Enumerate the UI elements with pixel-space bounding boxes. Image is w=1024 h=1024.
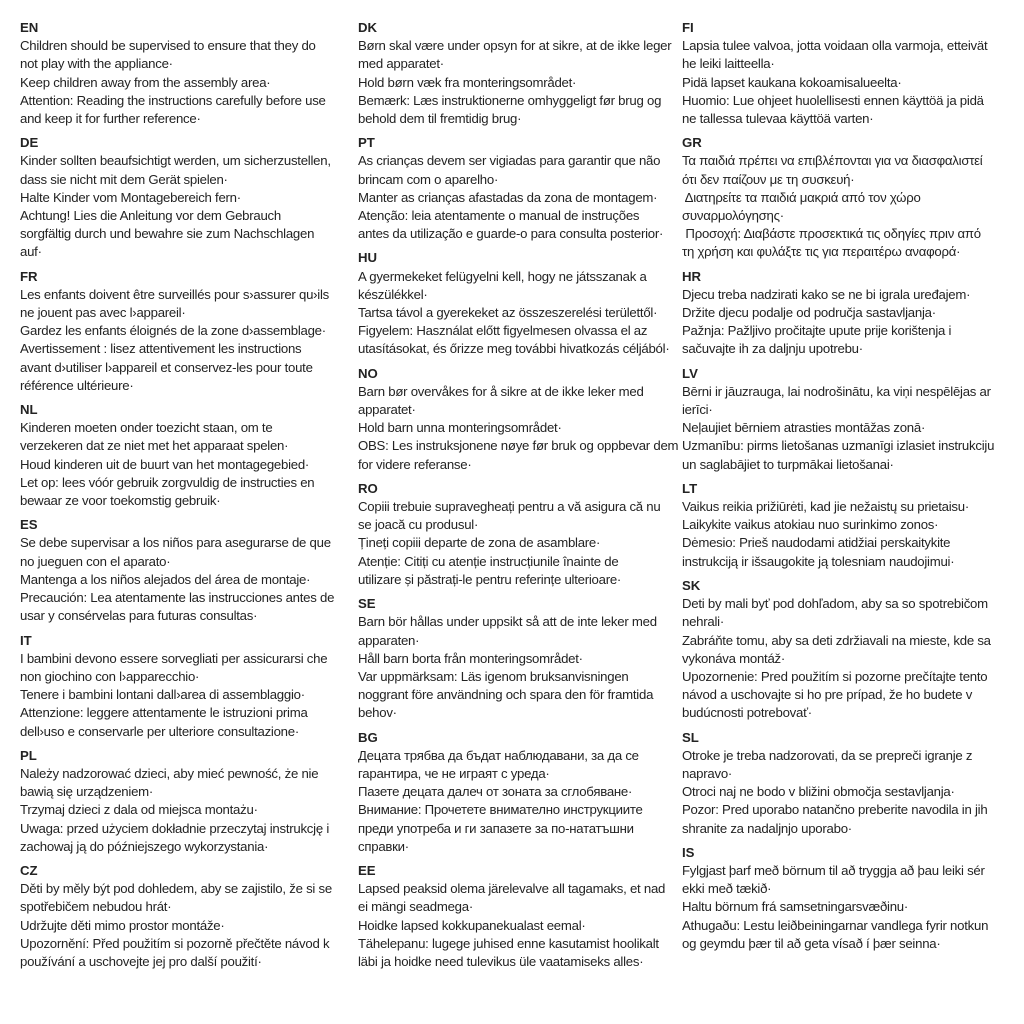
- language-code-pt: PT: [358, 135, 375, 151]
- text-line: Avertissement : lisez attentivement les instructions: [20, 341, 302, 357]
- text-line: Upozornenie: Pred použitím si pozorne prečítajte tento: [682, 668, 988, 684]
- text-line: ne tallessa tulevaa käyttöä varten·: [682, 111, 874, 127]
- text-line: Copiii trebuie supravegheați pentru a vă asigura că nu: [358, 499, 661, 515]
- text-line: shranite za nadaljnjo uporabo·: [682, 820, 852, 836]
- text-line: Τα παιδιά πρέπει να επιβλέπονται για να διασφαλιστεί: [682, 153, 983, 169]
- section-no: [358, 365, 682, 474]
- language-code-sl: SL: [682, 729, 699, 745]
- text-line: Hold barn unna monteringsområdet·: [358, 420, 562, 436]
- text-line: Athugaðu: Lestu leiðbeiningarnar vandlega fyrir notkun: [682, 917, 989, 933]
- text-line: Pažnja: Pažljivo pročitajte upute prije korištenja i: [682, 323, 952, 339]
- text-line: référence ultérieure·: [20, 377, 134, 393]
- text-line: dell›uso e conservarle per ulteriore consultazione·: [20, 723, 299, 739]
- text-line: for videre referanse·: [358, 456, 472, 472]
- column-1: [20, 19, 358, 977]
- text-line: Tenere i bambini lontani dall›area di assemblaggio·: [20, 687, 305, 703]
- language-code-hr: HR: [682, 268, 702, 284]
- text-line: ei mängi seadmega·: [358, 899, 473, 915]
- section-en: [20, 19, 358, 128]
- text-line: not play with the appliance·: [20, 56, 173, 72]
- text-line: nehrali·: [682, 614, 724, 630]
- text-line: справки·: [358, 838, 409, 854]
- text-line: Keep children away from the assembly area·: [20, 74, 271, 90]
- language-code-no: NO: [358, 365, 378, 381]
- text-line: Lapsia tulee valvoa, jotta voidaan olla varmoja, etteivät: [682, 38, 988, 54]
- text-line: Tartsa távol a gyerekeket az összeszerelési területtől·: [358, 305, 658, 321]
- text-line: Hold børn væk fra monteringsområdet·: [358, 74, 577, 90]
- section-sl: [682, 729, 1024, 838]
- section-es: [20, 516, 358, 625]
- text-line: Należy nadzorować dzieci, aby mieć pewność, że nie: [20, 765, 319, 781]
- text-line: Attention: Reading the instructions carefully before use: [20, 92, 326, 108]
- section-dk: [358, 19, 682, 128]
- text-line: Děti by měly být pod dohledem, aby se zajistilo, že si se: [20, 881, 332, 897]
- section-lv: [682, 365, 1024, 474]
- language-code-ro: RO: [358, 480, 378, 496]
- text-line: Внимание: Прочетете внимателно инструкциите: [358, 802, 643, 818]
- text-line: Les enfants doivent être surveillés pour s›assurer qu›ils: [20, 286, 329, 302]
- text-line: Barn bör hållas under uppsikt så att de inte leker med: [358, 614, 657, 630]
- text-line: ierīci·: [682, 402, 713, 418]
- text-line: Tähelepanu: lugege juhised enne kasutamist hoolikalt: [358, 935, 659, 951]
- text-line: Se debe supervisar a los niños para asegurarse de que: [20, 535, 331, 551]
- text-line: Atenție: Citiți cu atenție instrucțiunile înainte de: [358, 553, 619, 569]
- text-line: Gardez les enfants éloignés de la zone d›assemblage·: [20, 323, 326, 339]
- language-code-cz: CZ: [20, 862, 38, 878]
- text-line: brincam com o aparelho·: [358, 171, 499, 187]
- section-it: [20, 632, 358, 741]
- column-2: [358, 19, 682, 977]
- text-line: Trzymaj dzieci z dala od miejsca montażu·: [20, 802, 258, 818]
- language-code-sk: SK: [682, 577, 701, 593]
- section-pl: [20, 747, 358, 856]
- text-line: Bemærk: Læs instruktionerne omhyggeligt før brug og: [358, 92, 662, 108]
- text-line: med apparatet·: [358, 56, 444, 72]
- section-ro: [358, 480, 682, 589]
- language-code-de: DE: [20, 135, 39, 151]
- language-code-bg: BG: [358, 729, 378, 745]
- section-ee: [358, 862, 682, 971]
- text-line: Houd kinderen uit de buurt van het montagegebied·: [20, 456, 310, 472]
- text-line: non giochino con l›apparecchio·: [20, 668, 200, 684]
- text-line: ότι δεν παίζουν με τη συσκευή·: [682, 171, 855, 187]
- text-line: Children should be supervised to ensure that they do: [20, 38, 316, 54]
- text-line: I bambini devono essere sorvegliati per assicurarsi che: [20, 650, 328, 666]
- text-line: sorgfältig durch und bewahre sie zum Nachschlagen: [20, 226, 315, 242]
- text-line: používání a uschovejte jej pro další použití·: [20, 953, 262, 969]
- text-line: Mantenga a los niños alejados del área de montaje·: [20, 571, 311, 587]
- section-nl: [20, 401, 358, 510]
- text-line: zachowaj ją do późniejszego wykorzystania·: [20, 838, 269, 854]
- text-line: napravo·: [682, 765, 733, 781]
- text-line: un saglabājiet to turpmākai lietošanai·: [682, 456, 894, 472]
- text-line: og geymdu þær til að geta vísað í þær seinna·: [682, 935, 941, 951]
- language-code-is: IS: [682, 844, 695, 860]
- text-line: Децата трябва да бъдат наблюдавани, за да се: [358, 747, 639, 763]
- text-line: no jueguen con el aparato·: [20, 553, 171, 569]
- text-line: Uzmanību: pirms lietošanas uzmanīgi izlasiet instrukciju: [682, 438, 995, 454]
- text-line: Let op: lees vóór gebruik zorgvuldig de instructies en: [20, 474, 315, 490]
- text-line: ekki með tækið·: [682, 881, 772, 897]
- text-line: Držite djecu podalje od područja sastavljanja·: [682, 305, 936, 321]
- text-line: Barn bør overvåkes for å sikre at de ikke leker med: [358, 383, 644, 399]
- text-line: Uwaga: przed użyciem dokładnie przeczytaj instrukcję i: [20, 820, 330, 836]
- text-line: usar y consérvelas para futuras consultas·: [20, 608, 258, 624]
- text-line: Figyelem: Használat előtt figyelmesen olvassa el az: [358, 323, 648, 339]
- text-line: Børn skal være under opsyn for at sikre, at de ikke leger: [358, 38, 672, 54]
- text-line: Пазете децата далеч от зоната за сглобяване·: [358, 784, 633, 800]
- language-code-ee: EE: [358, 862, 376, 878]
- text-line: Huomio: Lue ohjeet huolellisesti ennen käyttöä ja pidä: [682, 92, 984, 108]
- text-line: Vaikus reikia prižiūrėti, kad jie nežaistų su prietaisu·: [682, 499, 969, 515]
- text-line: Attenzione: leggere attentamente le istruzioni prima: [20, 705, 308, 721]
- text-line: Hoidke lapsed kokkupanekualast eemal·: [358, 917, 586, 933]
- section-sk: [682, 577, 1024, 723]
- text-line: behov·: [358, 705, 397, 721]
- text-line: As crianças devem ser vigiadas para garantir que não: [358, 153, 661, 169]
- text-line: Otroke je treba nadzorovati, da se prepreči igranje z: [682, 747, 973, 763]
- text-line: Προσοχή: Διαβάστε προσεκτικά τις οδηγίες πριν από: [682, 226, 981, 242]
- text-line: Fylgjast þarf með börnum til að tryggja að þau leiki sér: [682, 862, 985, 878]
- language-code-pl: PL: [20, 747, 37, 763]
- text-line: Manter as crianças afastadas da zona de montagem·: [358, 189, 658, 205]
- text-line: Djecu treba nadzirati kako se ne bi igrala uređajem·: [682, 286, 971, 302]
- text-line: Bērni ir jāuzrauga, lai nodrošinātu, ka viņi nespēlējas ar: [682, 383, 991, 399]
- section-is: [682, 844, 1024, 953]
- text-line: vykonáva montáž·: [682, 650, 786, 666]
- section-fr: [20, 268, 358, 395]
- text-line: Deti by mali byť pod dohľadom, aby sa so spotrebičom: [682, 596, 988, 612]
- text-line: Neļaujiet bērniem atrasties montāžas zonā·: [682, 420, 926, 436]
- text-line: utilizare și păstrați-le pentru referințe ulterioare·: [358, 571, 622, 587]
- language-code-es: ES: [20, 517, 38, 533]
- section-pt: [358, 134, 682, 243]
- language-code-hu: HU: [358, 250, 378, 266]
- section-gr: [682, 134, 1024, 261]
- text-line: apparaten·: [358, 632, 420, 648]
- text-line: läbi ja hoidke need tulevikus üle vaatamiseks alles·: [358, 953, 644, 969]
- text-line: Haltu börnum frá samsetningarsvæðinu·: [682, 899, 909, 915]
- text-line: bawią się urządzeniem·: [20, 784, 154, 800]
- text-line: budúcnosti potrebovať·: [682, 705, 812, 721]
- text-line: bewaar ze voor toekomstig gebruik·: [20, 493, 221, 509]
- text-line: Achtung! Lies die Anleitung vor dem Gebrauch: [20, 208, 281, 224]
- text-line: гарантира, че не играят с уреда·: [358, 765, 550, 781]
- section-cz: [20, 862, 358, 971]
- language-code-lt: LT: [682, 480, 698, 496]
- language-code-fi: FI: [682, 20, 694, 35]
- text-line: ne jouent pas avec l›appareil·: [20, 305, 186, 321]
- text-line: τη χρήση και φυλάξτε τις για περαιτέρω αναφορά·: [682, 244, 961, 260]
- text-line: Dėmesio: Prieš naudodami atidžiai perskaitykite: [682, 535, 951, 551]
- text-line: Kinderen moeten onder toezicht staan, om te: [20, 420, 273, 436]
- text-line: Var uppmärksam: Läs igenom bruksanvisningen: [358, 668, 629, 684]
- language-code-en: EN: [20, 20, 39, 35]
- text-line: készülékkel·: [358, 286, 428, 302]
- text-line: and keep it for further reference·: [20, 111, 201, 127]
- section-hr: [682, 268, 1024, 359]
- text-line: instrukciją ir išsaugokite ją tolesniam naudojimui·: [682, 553, 955, 569]
- language-code-dk: DK: [358, 20, 378, 35]
- language-code-fr: FR: [20, 268, 38, 284]
- text-line: noggrant före användning och spara den för framtida: [358, 687, 654, 703]
- text-line: Lapsed peaksid olema järelevalve all tagamaks, et nad: [358, 881, 666, 897]
- text-line: antes da utilização e guarde-o para consulta posterior·: [358, 226, 664, 242]
- text-line: συναρμολόγησης·: [682, 208, 784, 224]
- section-se: [358, 595, 682, 722]
- text-line: Zabráňte tomu, aby sa deti zdržiavali na mieste, kde sa: [682, 632, 991, 648]
- text-line: Udržujte děti mimo prostor montáže·: [20, 917, 225, 933]
- language-code-nl: NL: [20, 402, 38, 418]
- text-line: Halte Kinder vom Montagebereich fern·: [20, 189, 241, 205]
- text-line: návod a uschovajte si ho pre prípad, že ho budete v: [682, 687, 973, 703]
- text-line: Upozornění: Před použitím si pozorně přečtěte návod k: [20, 935, 330, 951]
- text-line: Kinder sollten beaufsichtigt werden, um sicherzustellen,: [20, 153, 331, 169]
- text-line: utasításokat, és őrizze meg további hivatkozás céljából·: [358, 341, 670, 357]
- text-line: dass sie nicht mit dem Gerät spielen·: [20, 171, 228, 187]
- section-fi: [682, 19, 1024, 128]
- text-line: verzekeren dat ze niet met het apparaat spelen·: [20, 438, 289, 454]
- text-line: he leiki laitteella·: [682, 56, 775, 72]
- text-line: OBS: Les instruksjonene nøye før bruk og oppbevar dem: [358, 438, 679, 454]
- language-code-lv: LV: [682, 365, 698, 381]
- text-line: A gyermekeket felügyelni kell, hogy ne játsszanak a: [358, 268, 647, 284]
- text-line: Țineți copiii departe de zona de asamblare·: [358, 535, 601, 551]
- text-line: se joacă cu produsul·: [358, 517, 479, 533]
- language-code-gr: GR: [682, 135, 702, 151]
- text-line: avant d›utiliser l›appareil et conservez-les pour toute: [20, 359, 313, 375]
- language-code-se: SE: [358, 596, 376, 612]
- section-lt: [682, 480, 1024, 571]
- text-line: behold dem til fremtidig brug·: [358, 111, 522, 127]
- text-line: Laikykite vaikus atokiau nuo surinkimo zonos·: [682, 517, 939, 533]
- text-line: Håll barn borta från monteringsområdet·: [358, 650, 583, 666]
- text-line: spotřebičem nebudou hrát·: [20, 899, 172, 915]
- text-line: Precaución: Lea atentamente las instrucciones antes de: [20, 590, 335, 606]
- language-code-it: IT: [20, 632, 32, 648]
- section-de: [20, 134, 358, 261]
- section-bg: [358, 729, 682, 856]
- text-line: Otroci naj ne bodo v bližini območja sestavljanja·: [682, 784, 955, 800]
- text-line: apparatet·: [358, 402, 416, 418]
- section-hu: [358, 249, 682, 358]
- column-3: [682, 19, 1024, 959]
- text-line: sačuvajte ih za daljnju upotrebu·: [682, 341, 863, 357]
- text-line: Pozor: Pred uporabo natančno preberite navodila in jih: [682, 802, 988, 818]
- text-line: Διατηρείτε τα παιδιά μακριά από τον χώρο: [682, 189, 921, 205]
- text-line: auf·: [20, 244, 42, 260]
- text-line: Pidä lapset kaukana kokoamisalueelta·: [682, 74, 902, 90]
- text-line: преди употреба и ги запазете за по-нататъшни: [358, 820, 634, 836]
- text-line: Atenção: leia atentamente o manual de instruções: [358, 208, 640, 224]
